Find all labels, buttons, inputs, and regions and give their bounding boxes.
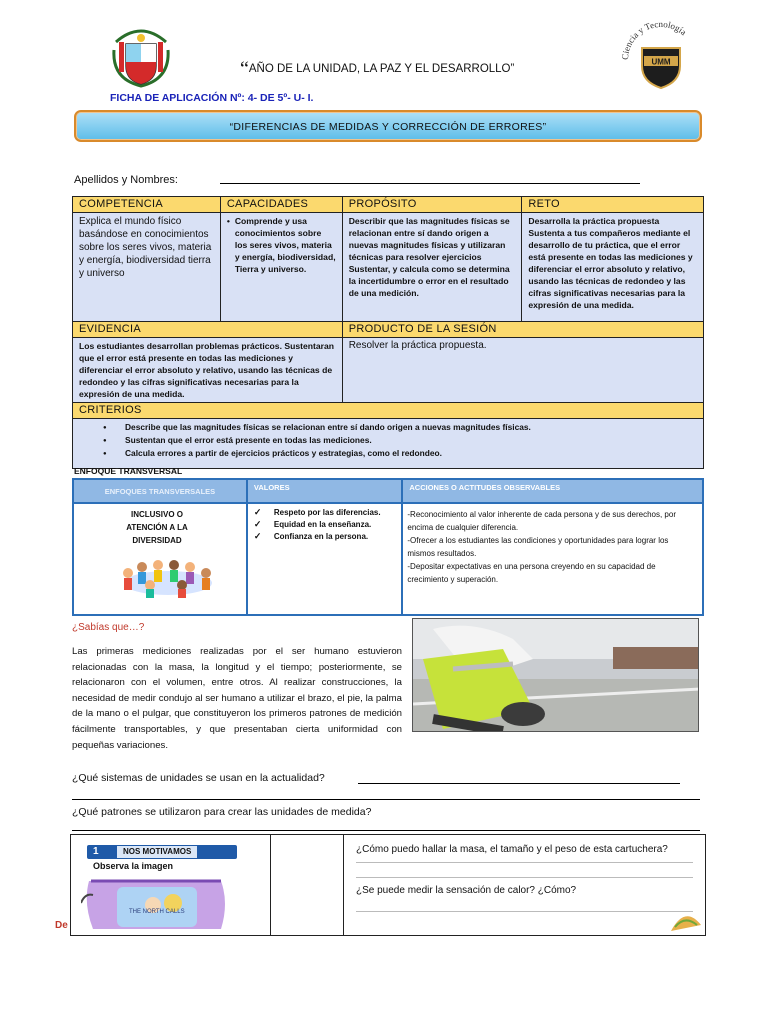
header-producto: PRODUCTO DE LA SESIÓN bbox=[342, 322, 703, 338]
enfoque-name: INCLUSIVO O ATENCIÓN A LA DIVERSIDAD bbox=[126, 510, 188, 545]
criterio-item: ● Sustentan que el error está presente en todas las mediciones. bbox=[103, 434, 703, 447]
motivamos-subtitle: Observa la imagen bbox=[93, 861, 174, 871]
year-title: “AÑO DE LA UNIDAD, LA PAZ Y EL DESARROLLO” bbox=[240, 58, 515, 80]
names-input-line[interactable] bbox=[220, 183, 640, 184]
valor-item: ✓ Respeto por las diferencias. bbox=[252, 507, 398, 519]
logo-initials: UMM bbox=[651, 57, 671, 67]
competencia-text: Explica el mundo físico basándose en conocimientos sobre los seres vivos, materia y energía, biodiversidad tierra y universo bbox=[73, 213, 221, 322]
criterio-item: ● Calcula errores a partir de ejercicios prácticos y estrategias, como el redondeo. bbox=[103, 447, 703, 460]
answer-line[interactable] bbox=[72, 799, 700, 800]
enfoque-table bbox=[72, 478, 704, 616]
question-unidades: ¿Qué sistemas de unidades se usan en la actualidad? bbox=[72, 772, 325, 784]
motivamos-image-panel bbox=[71, 835, 271, 935]
producto-text: Resolver la práctica propuesta. bbox=[342, 338, 703, 403]
evidencia-text: Los estudiantes desarrollan problemas prácticos. Sustentaran que el error está presente en todas las mediciones y diferenciar el error absoluto y relativo, usando las técnicas de redondeo y las cifras significativas necesarias para la expresión de una medida. bbox=[73, 338, 343, 403]
header-proposito: PROPÓSITO bbox=[342, 197, 522, 213]
valor-item: ✓ Confianza en la persona. bbox=[252, 531, 398, 543]
pencil-case-print: THE NORTH CALLS bbox=[129, 909, 185, 915]
answer-line-unidades[interactable] bbox=[358, 783, 680, 784]
proposito-text: Describir que las magnitudes físicas se relacionan entre sí dando origen a nuevas magnitudes físicas y utilizaran técnicas para resolver ejercicios Sustentar, y calcula como se determina la incertidumbre o error en el resultado de una medición. bbox=[342, 213, 522, 322]
names-label: Apellidos y Nombres: bbox=[74, 174, 178, 186]
answer-line-patrones[interactable] bbox=[72, 830, 700, 831]
accion-item: -Depositar expectativas en una persona creyendo en su capacidad de crecimiento y superación. bbox=[407, 562, 656, 584]
motivamos-number: 1 bbox=[93, 846, 99, 857]
ciencia-tecnologia-logo bbox=[618, 20, 704, 90]
question-patrones: ¿Qué patrones se utilizaron para crear las unidades de medida? bbox=[72, 806, 372, 818]
banner-title: “DIFERENCIAS DE MEDIDAS Y CORRECCIÓN DE ERRORES” bbox=[229, 121, 547, 133]
reto-text: Desarrolla la práctica propuesta Sustenta a tus compañeros mediante el desarrollo de tu práctica, que el error está presente en todas las mediciones y diferenciar el error absoluto y relativo, usando las técnicas de redondeo y las cifras significativas necesarias para la expresión de una medida. bbox=[522, 213, 704, 322]
year-title-text: AÑO DE LA UNIDAD, LA PAZ Y EL DESARROLLO bbox=[248, 63, 511, 75]
nos-motivamos-box bbox=[70, 834, 706, 936]
sandwich-icon bbox=[669, 911, 703, 933]
logo-arc-text: Ciencia y Tecnología bbox=[619, 20, 689, 61]
sabias-title: ¿Sabías que…? bbox=[72, 622, 145, 633]
valor-item: ✓ Equidad en la enseñanza. bbox=[252, 519, 398, 531]
title-banner bbox=[74, 110, 702, 142]
motivamos-title: NOS MOTIVAMOS bbox=[117, 846, 197, 858]
header-reto: RETO bbox=[522, 197, 704, 213]
header-acciones: ACCIONES O ACTITUDES OBSERVABLES bbox=[402, 479, 703, 503]
question-calor: ¿Se puede medir la sensación de calor? ¿Cómo? bbox=[356, 885, 577, 896]
sabias-paragraph: Las primeras mediciones realizadas por el ser humano estuvieron relacionadas con la masa, la longitud y el tiempo; posteriormente, se relacionaron con el volumen, entre otros. Al realizar construcciones, la necesidad de medir condujo al ser humano a utilizar el brazo, el pie, la palma de la mano o el pulgar, que constituyeron los primeros patrones de medición fácilmente transportables, y que presentaban cierta uniformidad con pequeñas variaciones. bbox=[72, 646, 402, 751]
criterio-item: ● Describe que las magnitudes físicas se relacionan entre sí dando origen a nuevas magnitudes físicas. bbox=[103, 421, 703, 434]
footer-fragment: De bbox=[55, 920, 68, 931]
header-competencia: COMPETENCIA bbox=[73, 197, 221, 213]
header-capacidades: CAPACIDADES bbox=[220, 197, 342, 213]
header-valores: VALORES bbox=[247, 479, 403, 503]
answer-line-calor[interactable] bbox=[356, 911, 693, 912]
header-enfoques: ENFOQUES TRANSVERSALES bbox=[73, 479, 247, 503]
peru-emblem-logo bbox=[110, 24, 172, 90]
accion-item: -Ofrecer a los estudiantes las condiciones y oportunidades para lograr los mismos resultados. bbox=[407, 536, 669, 558]
motivamos-header bbox=[87, 845, 237, 859]
answer-line-masa[interactable] bbox=[356, 877, 693, 878]
diversity-illustration bbox=[114, 553, 222, 599]
pencil-case-image bbox=[81, 873, 231, 935]
measuring-worker-photo bbox=[412, 618, 699, 732]
answer-line-masa[interactable] bbox=[356, 862, 693, 863]
capacidades-text: • Comprende y usa conocimientos sobre los seres vivos, materia y energía, biodiversidad, Tierra y universo. bbox=[227, 215, 336, 275]
accion-item: -Reconocimiento al valor inherente de cada persona y de sus derechos, por encima de cualquier diferencia. bbox=[407, 510, 676, 532]
question-masa: ¿Cómo puedo hallar la masa, el tamaño y el peso de esta cartuchera? bbox=[356, 844, 668, 855]
header-evidencia: EVIDENCIA bbox=[73, 322, 343, 338]
enfoque-label: ENFOQUE TRANSVERSAL bbox=[74, 466, 183, 476]
header-criterios: CRITERIOS bbox=[73, 403, 704, 419]
competencies-table bbox=[72, 196, 704, 469]
criterios-list bbox=[73, 419, 703, 462]
motivamos-questions bbox=[343, 835, 705, 935]
ficha-number: FICHA DE APLICACIÓN Nº: 4- DE 5º- U- I. bbox=[110, 92, 314, 104]
